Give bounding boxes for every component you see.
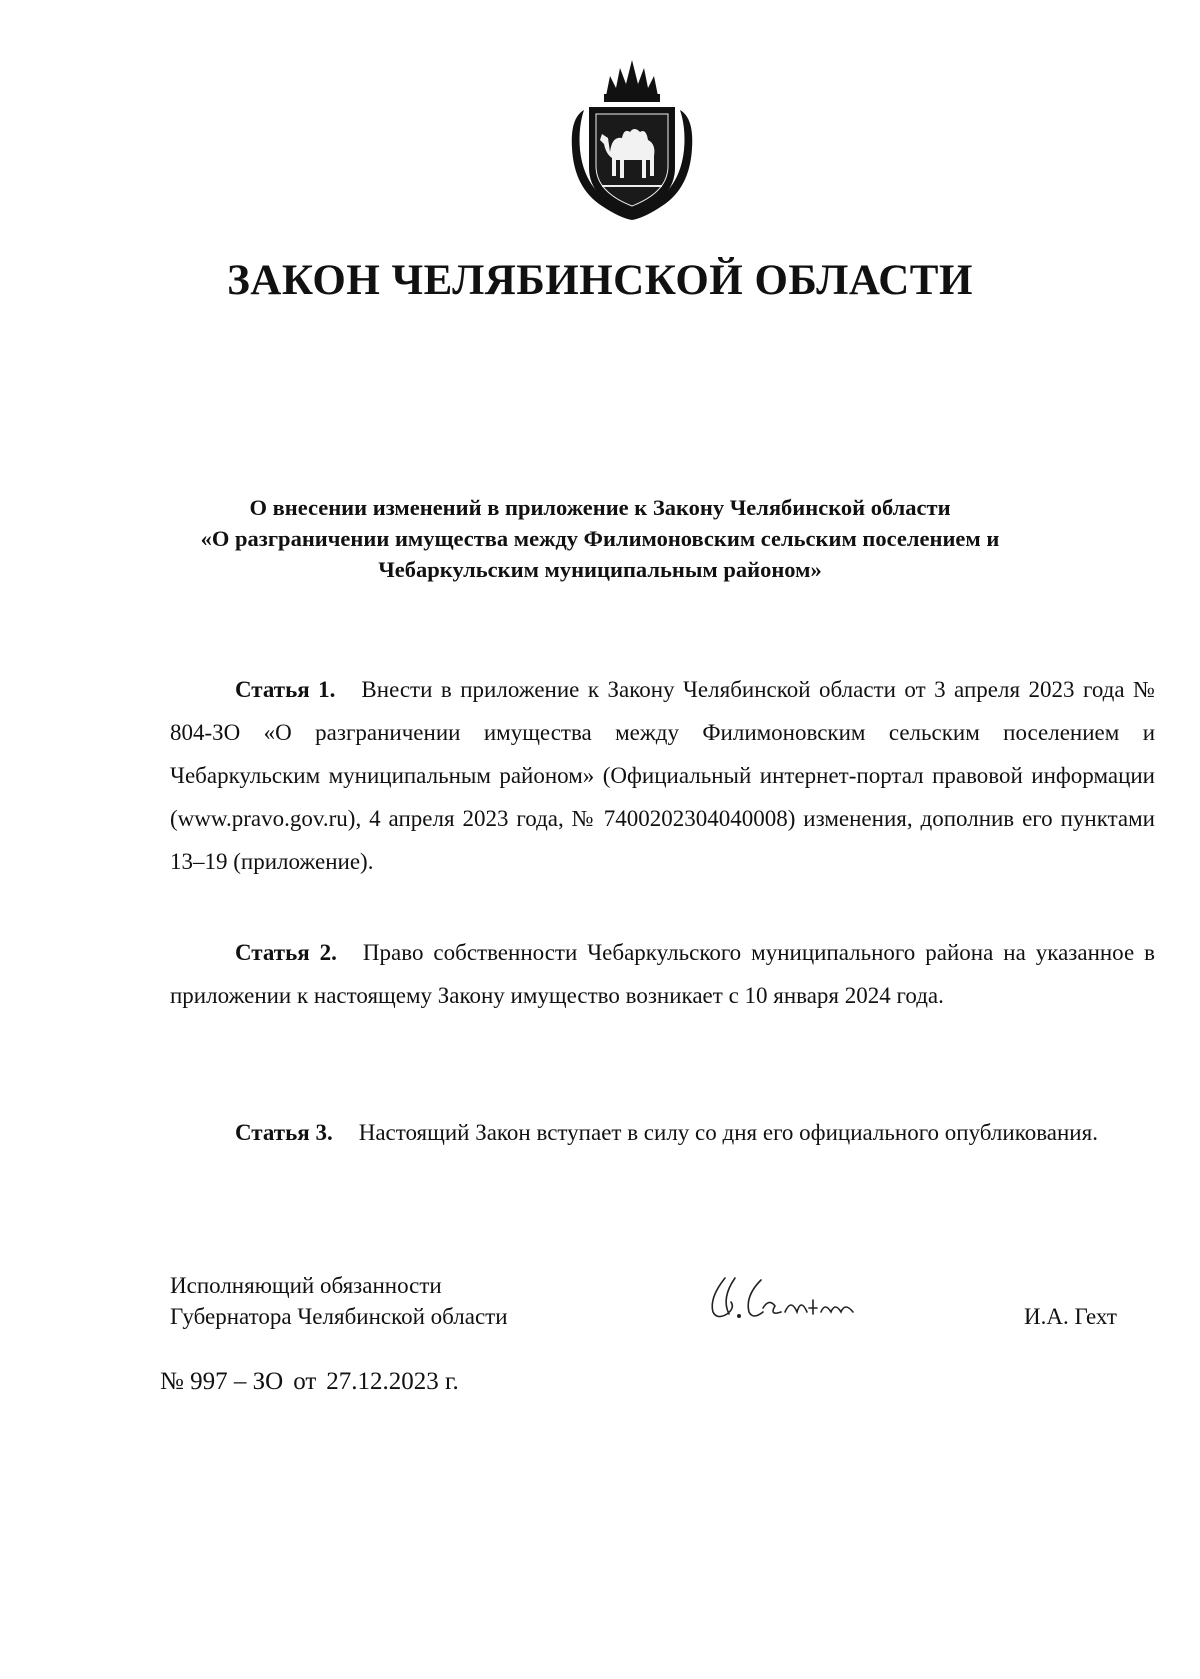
- article-heading: Статья 3.: [235, 1120, 333, 1145]
- article-2: [170, 931, 1155, 1017]
- signer-position-line: Исполняющий обязанности: [170, 1273, 442, 1298]
- article-3: [170, 1111, 1155, 1154]
- subject-line: О внесении изменений в приложение к Закону Челябинской области: [249, 495, 951, 520]
- law-subject-heading: [150, 492, 1050, 585]
- signer-name: И.А. Гехт: [1024, 1304, 1117, 1329]
- article-text: Внести в приложение к Закону Челябинской области от 3 апреля 2023 года № 804-ЗО «О разграничении имущества между Филимоновским сельским поселением и Чебаркульским муниципальным районом» (Официальный интернет-портал правовой информации (www.pravo.gov.ru), 4 апреля 2023 года, № 7400202304040008) изменения, дополнив его пунктами 13–19 (приложение).: [170, 677, 1155, 874]
- signer-position: [170, 1270, 508, 1332]
- article-heading: Статья 2.: [235, 940, 337, 965]
- registration-line: [160, 1366, 469, 1398]
- signer-position-line: Губернатора Челябинской области: [170, 1304, 508, 1329]
- registration-number: № 997 – ЗО: [160, 1368, 284, 1395]
- handwritten-signature: [705, 1268, 865, 1326]
- article-text: Право собственности Чебаркульского муниципального района на указанное в приложении к настоящему Закону имущество возникает с 10 января 2024 года.: [170, 940, 1155, 1008]
- article-1: [170, 668, 1155, 883]
- article-text: Настоящий Закон вступает в силу со дня его официального опубликования.: [358, 1120, 1098, 1145]
- document-title: ЗАКОН ЧЕЛЯБИНСКОЙ ОБЛАСТИ: [227, 257, 973, 304]
- subject-line: Чебаркульским муниципальным районом»: [378, 557, 822, 582]
- article-heading: Статья 1.: [235, 677, 336, 702]
- registration-date: 27.12.2023 г.: [326, 1368, 459, 1395]
- subject-line: «О разграничении имущества между Филимоновским сельским поселением и: [200, 526, 1000, 551]
- coat-of-arms-icon: [562, 48, 702, 228]
- registration-from: от: [293, 1368, 317, 1395]
